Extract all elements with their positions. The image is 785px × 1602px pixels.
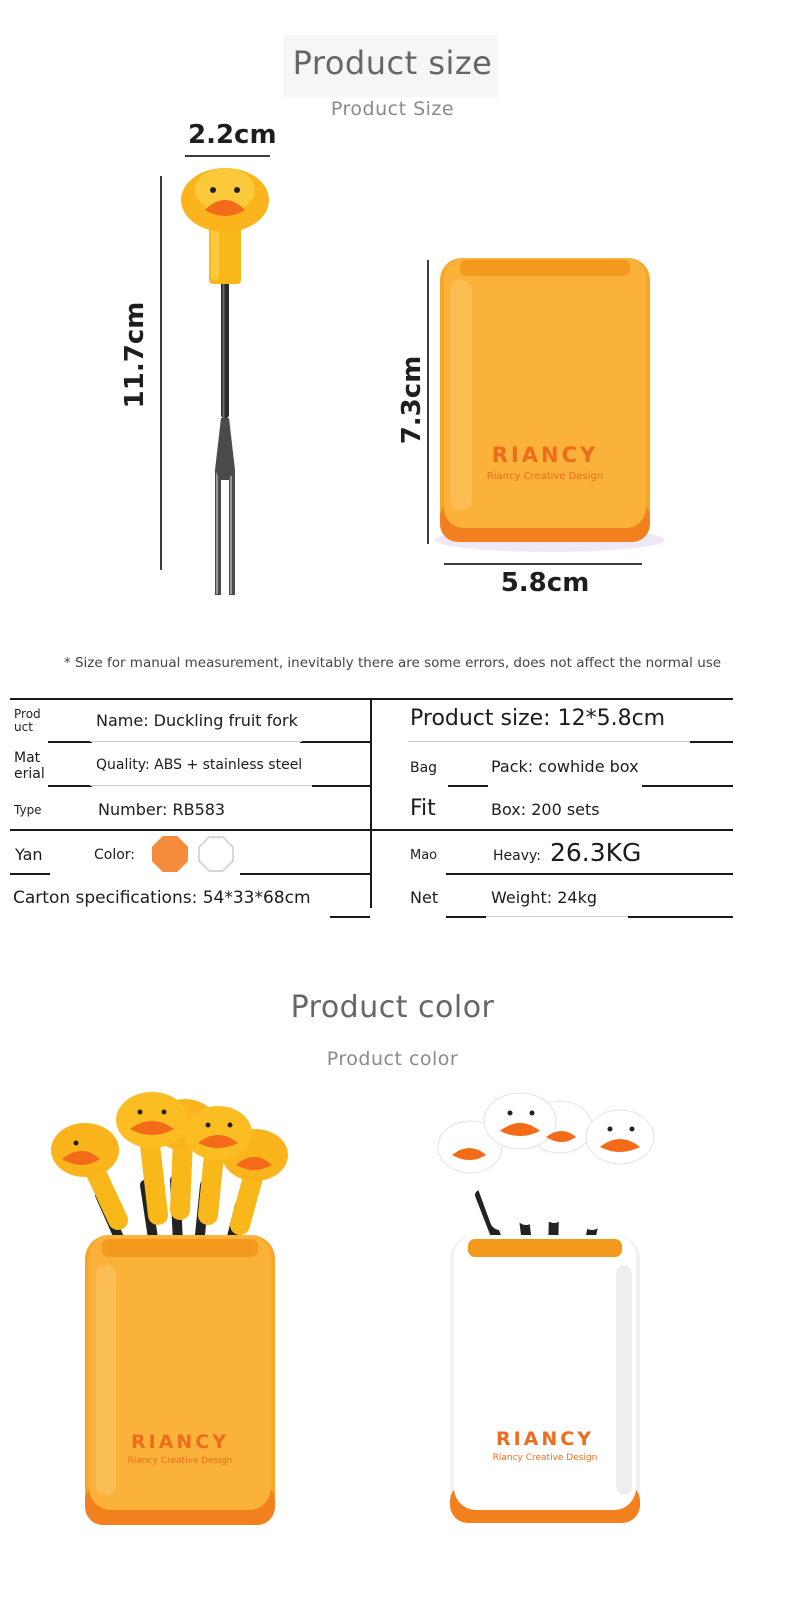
row4-rule-b xyxy=(240,873,370,875)
row2-rule-b xyxy=(312,785,370,787)
product-number: Number: RB583 xyxy=(98,800,226,819)
product-label: Prod uct xyxy=(14,707,41,734)
box-quantity: Box: 200 sets xyxy=(491,800,600,819)
duck-fork-image xyxy=(175,160,275,600)
material-label: Mat erial xyxy=(14,750,45,782)
holder-width-line xyxy=(444,563,642,565)
color-section-title: Product color xyxy=(290,990,495,1025)
fork-length-label: 11.7cm xyxy=(120,301,150,409)
orange-holder-brand-name: RIANCY xyxy=(130,1431,229,1453)
heavy-value: 26.3KG xyxy=(550,838,642,867)
row5-rule-c xyxy=(628,916,733,918)
size-section-subtitle: Product Size xyxy=(330,98,455,120)
net-weight: Weight: 24kg xyxy=(491,888,597,907)
fit-label: Fit xyxy=(410,796,436,821)
type-label: Type xyxy=(14,803,42,817)
mao-label: Mao xyxy=(410,848,438,863)
row1-faint-rule-a xyxy=(90,741,302,742)
fork-head-width-line xyxy=(185,155,270,157)
heavy-label: Heavy: xyxy=(493,848,541,864)
color-label: Color: xyxy=(94,847,136,863)
row1-rule-b xyxy=(300,741,370,743)
fork-length-line xyxy=(160,176,162,570)
row4-rule-a xyxy=(10,873,50,875)
row5-faint-rule xyxy=(486,916,628,917)
row5-rule-b xyxy=(446,916,486,918)
row2-rule-a xyxy=(48,785,92,787)
carton-specifications: Carton specifications: 54*33*68cm xyxy=(13,888,311,908)
white-holder-brand-name: RIANCY xyxy=(495,1428,594,1450)
color-swatch-orange[interactable] xyxy=(152,836,188,872)
spec-table xyxy=(10,706,750,940)
size-section-title: Product size xyxy=(292,44,493,82)
product-quality: Quality: ABS + stainless steel xyxy=(96,757,303,773)
fork-head-width-label: 2.2cm xyxy=(188,120,277,150)
white-fork-set-image xyxy=(430,1085,680,1535)
row2-faint-rule xyxy=(90,785,312,786)
row4-rule-c xyxy=(446,873,733,875)
color-section-subtitle: Product color xyxy=(326,1048,459,1070)
table-divider xyxy=(370,698,372,908)
row1-rule-a xyxy=(48,741,92,743)
measurement-note: * Size for manual measurement, inevitably there are some errors, does not affect the normal use xyxy=(63,655,722,671)
row1-faint-rule-b xyxy=(408,741,690,742)
bag-label: Bag xyxy=(410,760,438,776)
product-pack: Pack: cowhide box xyxy=(491,757,639,776)
orange-fork-set-image xyxy=(40,1085,310,1535)
row3-rule xyxy=(10,829,733,831)
product-size: Product size: 12*5.8cm xyxy=(410,706,666,731)
orange-holder-brand-tagline: Riancy Creative Design xyxy=(127,1456,233,1466)
row2-rule-d xyxy=(642,785,733,787)
holder-brand-tagline: Riancy Creative Design xyxy=(486,471,604,482)
holder-brand-name: RIANCY xyxy=(491,443,599,467)
holder-width-label: 5.8cm xyxy=(500,568,590,598)
net-label: Net xyxy=(410,888,439,907)
white-holder-brand-tagline: Riancy Creative Design xyxy=(492,1453,598,1463)
yan-label: Yan xyxy=(15,845,43,864)
row5-rule-a xyxy=(330,916,370,918)
product-name: Name: Duckling fruit fork xyxy=(96,711,298,730)
row1-rule-c xyxy=(690,741,733,743)
holder-height-line xyxy=(427,260,429,544)
holder-image xyxy=(430,250,670,560)
row2-rule-c xyxy=(448,785,488,787)
holder-height-label: 7.3cm xyxy=(397,355,427,445)
